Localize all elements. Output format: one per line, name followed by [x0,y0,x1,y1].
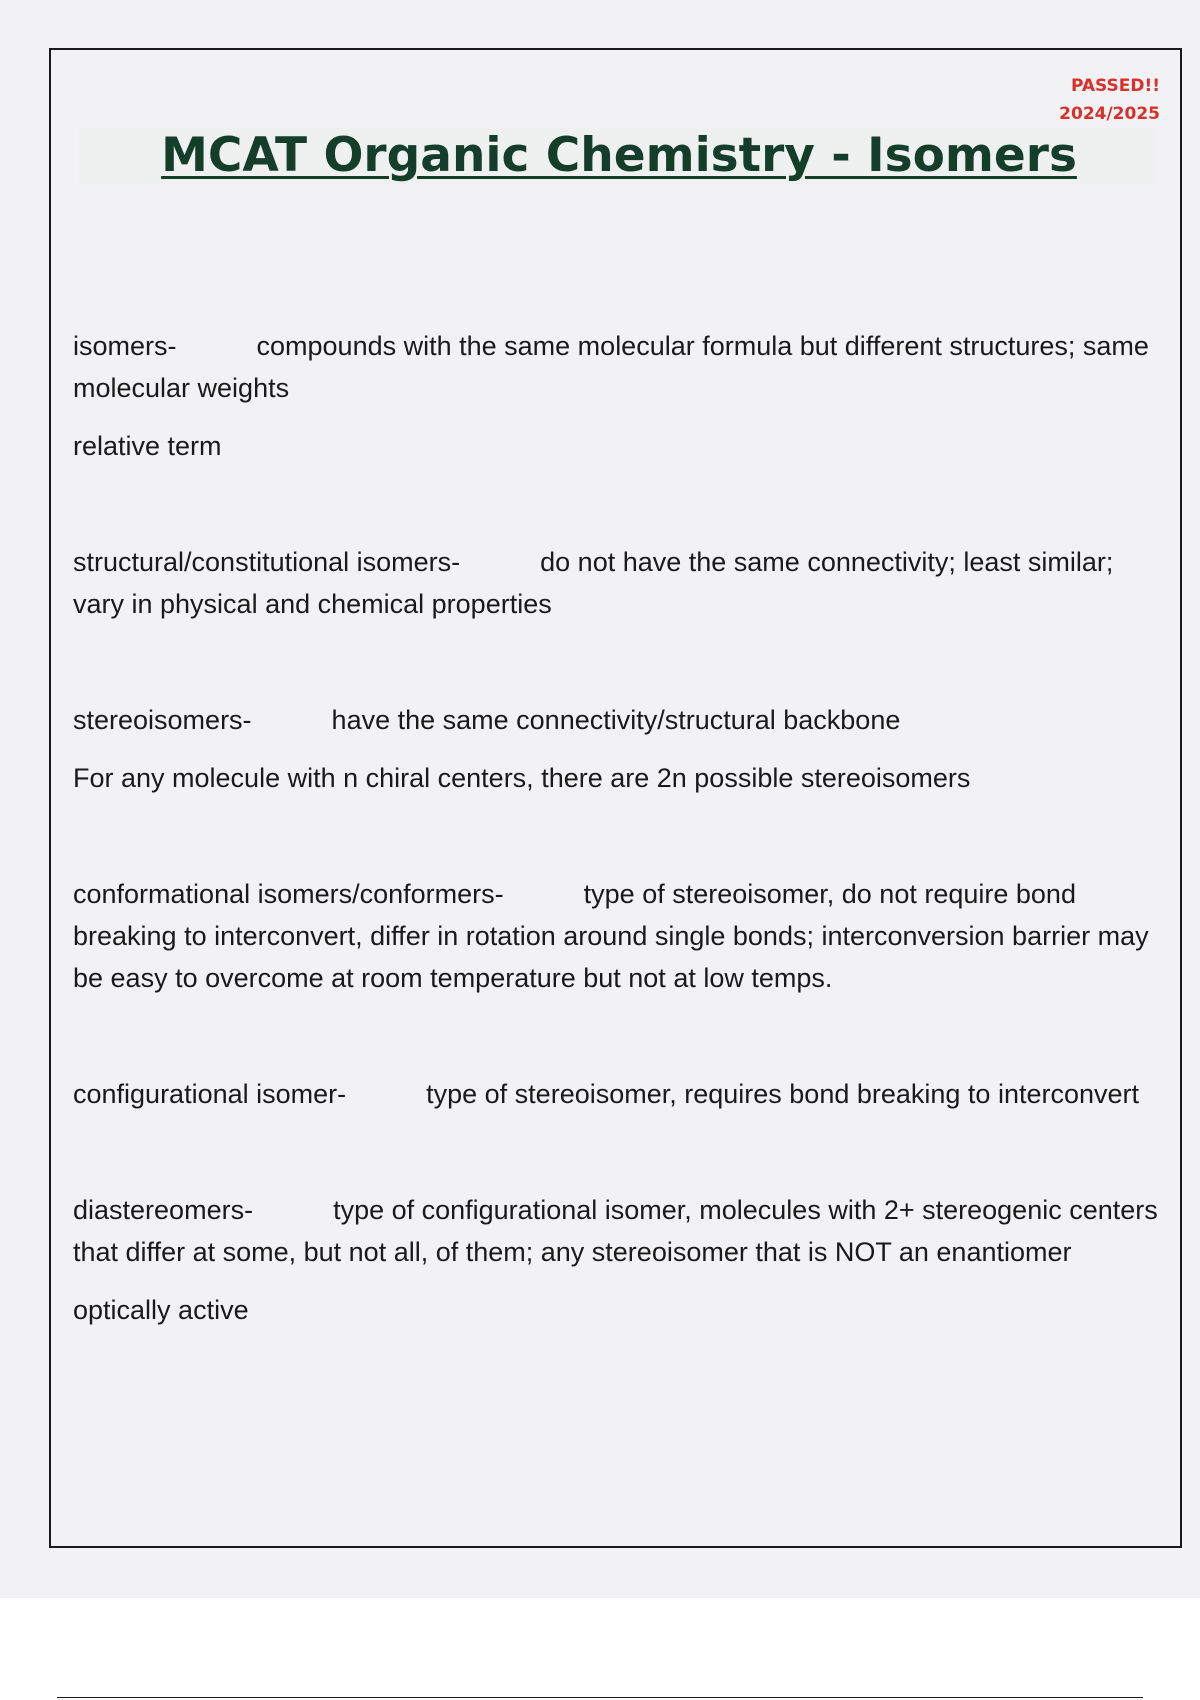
term: diastereomers- [73,1195,254,1225]
stamp-year-text: 2024/2025 [1059,104,1160,124]
entry-main-line [73,873,1163,999]
definition: have the same connectivity/structural backbone [331,705,901,735]
flashcard-frame [49,48,1182,1548]
entry-main-line [73,1073,1163,1115]
entry-main-line [73,699,1163,741]
definition: type of stereoisomer, do not require bond breaking to interconvert, differ in rotation around single bonds; interconversion barrier may be easy to overcome at room temperature but not at low temps. [73,879,1149,993]
definition-entry-stereoisomers [73,699,1163,799]
definition-entry-isomers [73,325,1163,467]
entry-main-line [73,1189,1163,1273]
entry-main-line [73,325,1163,409]
definition-entry-diastereomers [73,1189,1163,1331]
definition: compounds with the same molecular formula but different structures; same molecular weights [73,331,1149,403]
term: configurational isomer- [73,1079,347,1109]
definition-entry-configurational-isomer [73,1073,1163,1115]
footer-divider [57,1697,1143,1698]
term: conformational isomers/conformers- [73,879,504,909]
definitions-list [73,325,1163,1405]
entry-note: relative term [73,431,222,461]
term: stereoisomers- [73,705,252,735]
term: isomers- [73,331,177,361]
page-title: MCAT Organic Chemistry - Isomers [161,128,1077,183]
entry-note: For any molecule with n chiral centers, there are 2n possible stereoisomers [73,763,971,793]
stamp-passed-text: PASSED!! [1070,76,1160,96]
passed-stamp [1059,72,1160,128]
title-banner [79,128,1159,184]
definition: do not have the same connectivity; least similar; vary in physical and chemical properties [73,547,1114,619]
entry-note: optically active [73,1295,249,1325]
entry-main-line [73,541,1163,625]
term: structural/constitutional isomers- [73,547,461,577]
definition-entry-structural-isomers [73,541,1163,625]
definition: type of configurational isomer, molecules with 2+ stereogenic centers that differ at some, but not all, of them; any stereoisomer that is NOT an enantiomer [73,1195,1158,1267]
definition-entry-conformational-isomers [73,873,1163,999]
definition: type of stereoisomer, requires bond breaking to interconvert [426,1079,1140,1109]
